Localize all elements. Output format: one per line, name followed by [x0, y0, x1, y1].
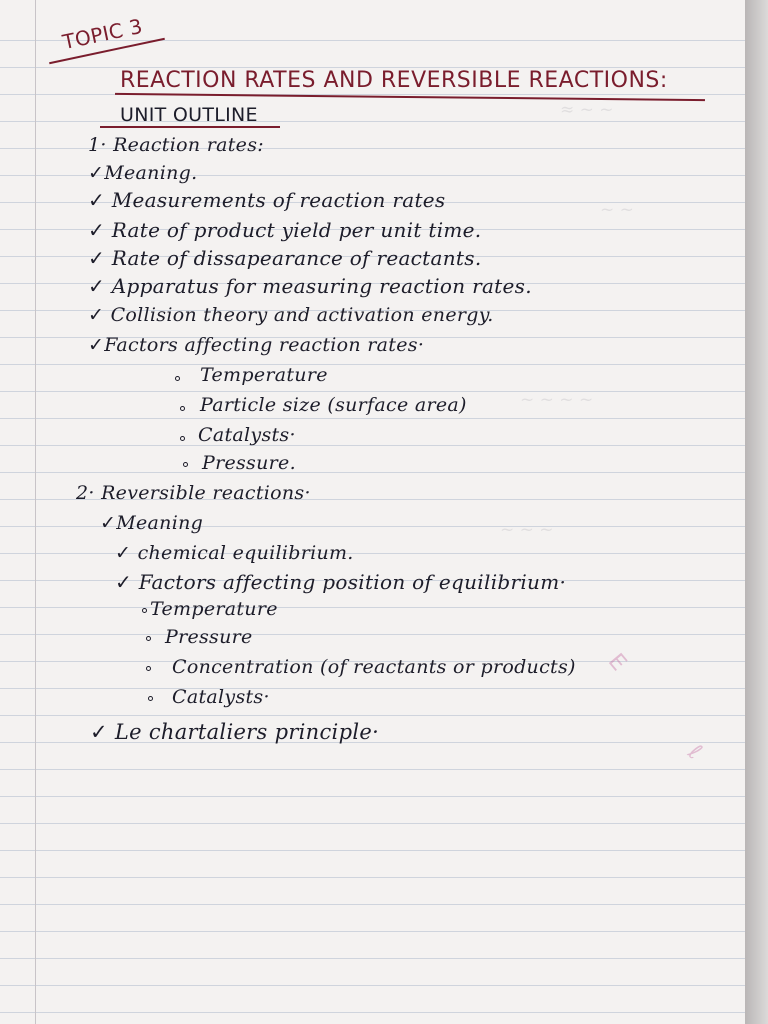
bullet-icon [148, 696, 153, 701]
check-mark-icon: ✓ [88, 334, 105, 356]
list-item: ✓ Collision theory and activation energy. [88, 304, 494, 326]
section1-heading: 1· Reaction rates: [88, 134, 264, 156]
sub-list-item: Catalysts· [198, 424, 296, 446]
bullet-icon [180, 406, 185, 411]
bullet-icon [180, 436, 185, 441]
sub-list-item: Concentration (of reactants or products) [172, 656, 576, 678]
check-mark-icon: ✓ [115, 570, 139, 594]
list-item: ✓ Le chartaliers principle· [90, 720, 380, 744]
list-item: ✓ Rate of product yield per unit time. [88, 218, 482, 242]
list-item: ✓Meaning [100, 512, 204, 534]
list-item: ✓ Rate of dissapearance of reactants. [88, 246, 482, 270]
list-item: ✓ Apparatus for measuring reaction rates. [88, 274, 532, 298]
page-title: REACTION RATES AND REVERSIBLE REACTIONS: [120, 68, 668, 93]
check-mark-icon: ✓ [88, 218, 112, 242]
list-item: ✓ chemical equilibrium. [115, 542, 354, 564]
check-mark-icon: ✓ [88, 162, 105, 184]
topic-label: TOPIC 3 [60, 13, 145, 55]
sub-list-item: Catalysts· [172, 686, 270, 708]
bullet-icon [175, 376, 180, 381]
sub-list-item: Temperature [150, 598, 278, 620]
check-mark-icon: ✓ [88, 304, 111, 326]
check-mark-icon: ✓ [88, 274, 112, 298]
section2-heading: 2· Reversible reactions· [76, 482, 311, 504]
page-edge [745, 0, 768, 1024]
bullet-icon [142, 608, 147, 613]
list-item: ✓Factors affecting reaction rates· [88, 334, 425, 356]
check-mark-icon: ✓ [88, 246, 112, 270]
outline-heading: UNIT OUTLINE [120, 104, 258, 126]
list-item: ✓Meaning. [88, 162, 198, 184]
sub-list-item: Particle size (surface area) [200, 394, 467, 416]
check-mark-icon: ✓ [115, 542, 138, 564]
margin-line [35, 0, 36, 1024]
notebook-page: ≈ ~ ~ ~ ~ ~ ~ ~ ~ ~ ~ ~ E ℓ TOPIC 3 REACTION RATES AND REVERSIBLE REACTIONS: UNIT OUTLINE 1· Reaction rates: ✓Meaning. ✓ Measurements of reaction rates ✓ Rate of product yield per unit time. ✓ Rate of dissapearance of reactants. ✓ Apparatus for measuring reaction rates. ✓ Collision theory and activation energy. ✓Factors affecting reaction rates· Temperature Particle size (surface area) Catalysts· Pressure. 2· Reversible reactions· ✓Meaning ✓ chemical equilibrium. ✓ Factors affecting position of equilibrium· Temperature Pressure Concentration (of reactants or products) Catalysts· ✓ Le chartaliers principle· [0, 0, 745, 1024]
check-mark-icon: ✓ [90, 720, 115, 744]
sub-list-item: Pressure. [202, 452, 296, 474]
check-mark-icon: ✓ [88, 188, 112, 212]
title-underline [115, 93, 705, 101]
outline-underline [100, 126, 280, 128]
sub-list-item: Temperature [200, 364, 328, 386]
bullet-icon [146, 636, 151, 641]
list-item: ✓ Measurements of reaction rates [88, 188, 446, 212]
bullet-icon [146, 666, 151, 671]
list-item: ✓ Factors affecting position of equilibrium· [115, 570, 567, 594]
check-mark-icon: ✓ [100, 512, 117, 534]
bullet-icon [183, 462, 188, 467]
sub-list-item: Pressure [165, 626, 253, 648]
